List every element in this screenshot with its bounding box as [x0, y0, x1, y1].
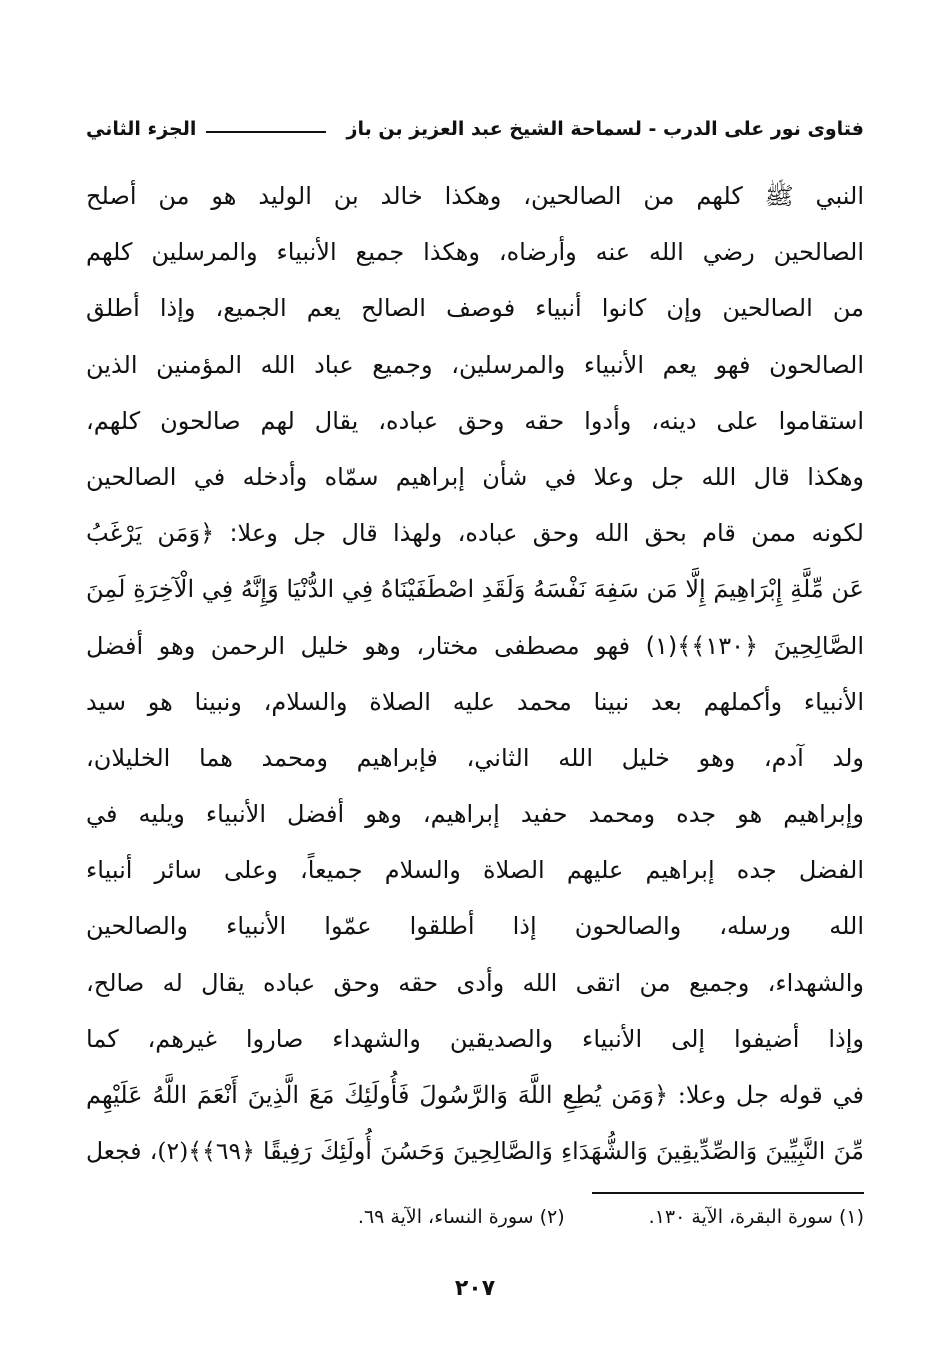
header-title: فتاوى نور على الدرب - لسماحة الشيخ عبد العزيز بن باز — [346, 118, 864, 140]
text-line: من الصالحين وإن كانوا أنبياء فوصف الصالح يعم الجميع، وإذا أطلق — [86, 294, 864, 323]
text-line: وإبراهيم هو جده ومحمد حفيد إبراهيم، وهو أفضل الأنبياء ويليه في — [86, 800, 864, 829]
text-line: وهكذا قال الله جل وعلا في شأن إبراهيم سمّاه وأدخله في الصالحين — [86, 462, 864, 491]
footnote-separator — [592, 1192, 864, 1194]
footnote-1: (١) سورة البقرة، الآية ١٣٠. — [648, 1206, 864, 1228]
quran-verse-line: مِّنَ النَّبِيِّينَ وَالصِّدِّيقِينَ وَالشُّهَدَاءِ وَالصَّالِحِينَ وَحَسُنَ أُولَئِكَ رَفِيقًا ﴿٦٩﴾﴾(٢)، فجعل — [86, 1137, 864, 1166]
text-line: لكونه ممن قام بحق الله وحق عباده، ولهذا قال جل وعلا: ﴿وَمَن يَرْغَبُ — [86, 519, 864, 548]
header-part-group — [86, 118, 326, 140]
header-part: الجزء الثاني — [86, 118, 197, 140]
text-line: والشهداء، وجميع من اتقى الله وأدى حقه وحق عباده يقال له صالح، — [86, 968, 864, 997]
text-line: ولد آدم، وهو خليل الله الثاني، فإبراهيم ومحمد هما الخليلان، — [86, 743, 864, 772]
footnote-2: (٢) سورة النساء، الآية ٦٩. — [357, 1206, 565, 1228]
text-line: الصَّالِحِينَ ﴿١٣٠﴾﴾(١) فهو مصطفى مختار، وهو خليل الرحمن وهو أفضل — [86, 631, 864, 660]
page-number: ٢٠٧ — [454, 1276, 496, 1301]
text-line: النبي ﷺ كلهم من الصالحين، وهكذا خالد بن الوليد هو من أصلح — [86, 182, 864, 210]
running-header — [86, 112, 864, 146]
text-line: وإذا أضيفوا إلى الأنبياء والصديقين والشهداء صاروا غيرهم، كما — [86, 1024, 864, 1053]
text-line: الفضل جده إبراهيم عليهم الصلاة والسلام جميعاً، وعلى سائر أنبياء — [86, 856, 864, 885]
main-text — [86, 168, 864, 1179]
text-line: استقاموا على دينه، وأدوا حقه وحق عباده، يقال لهم صالحون كلهم، — [86, 406, 864, 435]
text-line: الصالحين رضي الله عنه وأرضاه، وهكذا جميع الأنبياء والمرسلين كلهم — [86, 238, 864, 267]
quran-verse-line: عَن مِّلَّةِ إِبْرَاهِيمَ إِلَّا مَن سَفِهَ نَفْسَهُ وَلَقَدِ اصْطَفَيْنَاهُ فِي الدُّنْيَا وَإِنَّهُ فِي الْآخِرَةِ لَمِنَ — [86, 575, 864, 604]
text-line: الأنبياء وأكملهم بعد نبينا محمد عليه الصلاة والسلام، ونبينا هو سيد — [86, 687, 864, 716]
quran-verse-line: في قوله جل وعلا: ﴿وَمَن يُطِعِ اللَّهَ وَالرَّسُولَ فَأُولَئِكَ مَعَ الَّذِينَ أَنْعَمَ اللَّهُ عَلَيْهِم — [86, 1081, 864, 1109]
text-line: الله ورسله، والصالحون إذا أطلقوا عمّوا الأنبياء والصالحين — [86, 912, 864, 941]
footnotes — [164, 1206, 864, 1228]
header-rule — [206, 131, 326, 133]
text-line: الصالحون فهو يعم الأنبياء والمرسلين، وجميع عباد الله المؤمنين الذين — [86, 350, 864, 379]
